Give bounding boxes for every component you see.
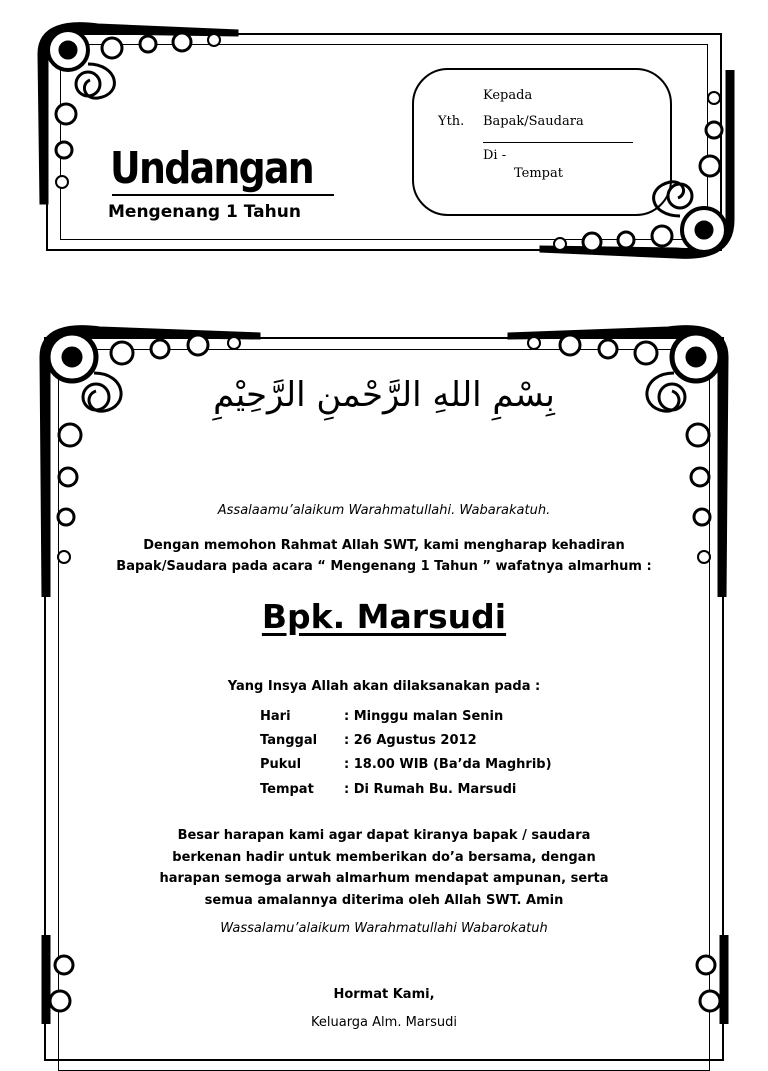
schedule-intro: Yang Insya Allah akan dilaksanakan pada : <box>227 679 541 694</box>
closing-line: semua amalannya diterima oleh Allah SWT. Amin <box>204 892 564 908</box>
schedule-value: : Minggu malan Senin <box>344 709 504 724</box>
schedule-label: Tanggal <box>260 733 318 748</box>
intro-line-2 <box>0 559 768 574</box>
intro-line-2-end: ” wafatnya almarhum : <box>477 559 652 574</box>
deceased-name-text: Bpk. Marsudi <box>261 597 507 636</box>
closing-line: harapan semoga arwah almarhum mendapat ampunan, serta <box>159 871 609 887</box>
invitation-cover <box>0 0 768 270</box>
bottom-left-ornament-icon <box>30 935 80 1024</box>
closing-line: Besar harapan kami agar dapat kiranya bapak / saudara <box>177 828 591 843</box>
intro-line-2-start: Bapak/Saudara pada acara “ <box>116 559 331 574</box>
signoff-name: Keluarga Alm. Marsudi <box>311 1015 457 1030</box>
invitation-inner-page <box>0 315 768 1030</box>
schedule-label: Pukul <box>260 757 302 772</box>
schedule-label: Tempat <box>260 782 314 797</box>
closing-paragraph <box>0 825 768 911</box>
signoff: Hormat Kami, <box>333 987 435 1002</box>
schedule-label: Hari <box>260 709 291 724</box>
address-kepada: Kepada <box>483 88 533 103</box>
intro-line-1: Dengan memohon Rahmat Allah SWT, kami mengharap kehadiran <box>143 538 625 553</box>
address-recipient: Bapak/Saudara <box>483 114 584 129</box>
schedule-value: : 26 Agustus 2012 <box>344 733 477 748</box>
schedule-value: : 18.00 WIB (Ba’da Maghrib) <box>344 757 552 772</box>
closing-line: berkenan hadir untuk memberikan do’a bersama, dengan <box>172 849 596 865</box>
address-di: Di - <box>483 148 507 163</box>
farewell: Wassalamu’alaikum Warahmatullahi Wabarokatuh <box>220 921 548 936</box>
top-right-ornament-icon <box>498 317 738 597</box>
schedule-row <box>260 782 516 797</box>
address-tempat: Tempat <box>514 166 563 181</box>
basmalah-calligraphy: بِسْمِ اللهِ الرَّحْمنِ الرَّحِيْمِ <box>213 375 555 415</box>
event-name: Mengenang 1 Tahun <box>330 559 478 574</box>
invitation-subtitle: Mengenang 1 Tahun <box>108 202 301 222</box>
schedule-value: : Di Rumah Bu. Marsudi <box>344 782 517 797</box>
invitation-title: Undangan <box>110 143 314 194</box>
bottom-right-ornament-icon <box>690 935 740 1024</box>
address-box <box>412 68 672 216</box>
title-underline <box>112 194 334 196</box>
greeting: Assalaamu’alaikum Warahmatullahi. Wabarakatuh. <box>217 503 551 518</box>
schedule-row <box>260 709 503 724</box>
address-blank-line <box>483 142 633 143</box>
address-yth: Yth. <box>438 114 465 129</box>
top-left-ornament-icon <box>30 317 270 597</box>
deceased-name <box>0 597 768 636</box>
schedule-row <box>260 733 477 748</box>
schedule-row <box>260 757 552 772</box>
